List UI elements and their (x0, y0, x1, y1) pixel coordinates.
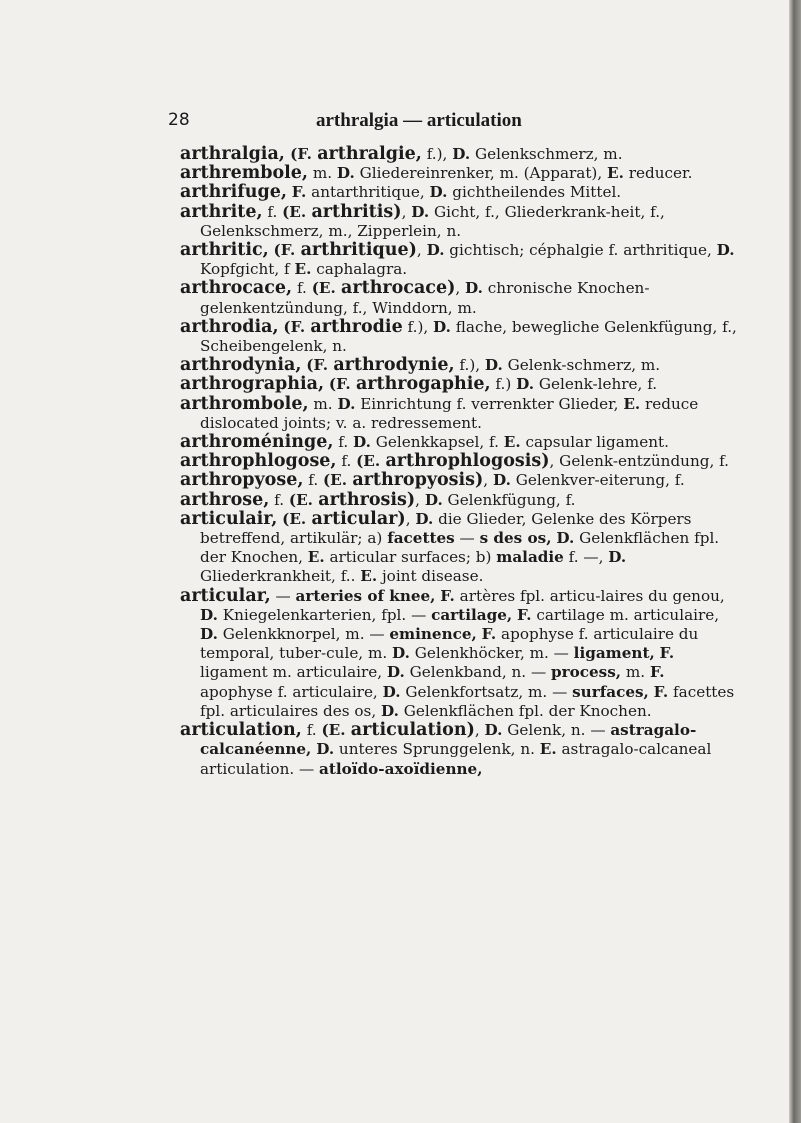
entry-text: cartilage m. articulaire, (531, 605, 720, 624)
entry-text: joint disease. (377, 567, 484, 586)
entry-text: caphalagra. (311, 260, 408, 279)
entry-headword: arthroméninge, (180, 432, 334, 453)
dictionary-entry (180, 721, 740, 779)
entry-label-bold: D. (316, 740, 335, 759)
dictionary-entry (180, 395, 740, 433)
entry-label-bold: D. (556, 529, 575, 548)
dictionary-entry (180, 587, 740, 721)
entry-equivalent-headword: arthritis) (311, 201, 402, 222)
entry-text: Gelenk-lehre, f. (534, 375, 658, 394)
dictionary-entry (180, 452, 740, 471)
entry-equivalent-headword: arthropyosis) (352, 470, 484, 491)
entry-label-bold: F. (481, 625, 497, 644)
entry-text: chronische Knochen-gelenkentzündung, f., Winddorn, m. (200, 279, 650, 317)
entry-label-bold: (E. (321, 721, 351, 740)
page-header (168, 110, 728, 136)
entry-label-bold: D. (336, 164, 355, 183)
entry-text: f. (336, 452, 357, 471)
dictionary-entry (180, 433, 740, 452)
entry-label-bold: F. (291, 183, 307, 202)
entry-equivalent-headword: arthralgie, (317, 144, 422, 164)
entry-label-bold: facettes (387, 529, 455, 548)
entry-label-bold: D. (392, 644, 410, 663)
entry-text: f.), (454, 356, 485, 375)
entry-text: flache, bewegliche Gelenkfügung, f., Scheibengelenk, n. (200, 317, 737, 356)
entry-text: Gelenkfügung, f. (442, 490, 576, 509)
entry-text: f. —, (563, 548, 609, 567)
entry-headword: articular, (180, 585, 271, 606)
page-edge-shadow (789, 0, 801, 1123)
entry-label-bold: D. (429, 183, 448, 202)
entry-text: Gelenkhöcker, m. — (409, 644, 574, 663)
entry-label-bold: atloïdo-axoïdienne, (319, 759, 483, 778)
entry-label-bold: D. (411, 202, 430, 221)
entry-label-bold: cartilage, (431, 605, 513, 624)
entry-equivalent-headword: arthrodie (310, 316, 403, 337)
entry-text: gichtheilendes Mittel. (447, 183, 622, 202)
entry-text: Gelenkschmerz, m. (470, 145, 623, 163)
entry-text: f. (262, 202, 283, 221)
entry-label-bold: (F. (273, 241, 301, 260)
entry-text: f. (303, 471, 323, 490)
entry-text: facettes fpl. articulaires des os, (200, 682, 735, 720)
entry-text: Gicht, f., Gliederkrank-heit, f., Gelenkschmerz, m., Zipperlein, n. (200, 202, 665, 240)
entry-equivalent-headword: arthrophlogosis) (385, 451, 550, 472)
entry-label-bold: F. (653, 682, 669, 701)
entry-label-bold: E. (307, 548, 325, 567)
entry-label-bold: D. (492, 471, 511, 490)
entry-label-bold: D. (465, 279, 483, 298)
entry-text: unteres Sprunggelenk, n. (334, 740, 540, 759)
entry-text: capsular ligament. (520, 433, 669, 452)
entry-label-bold: surfaces, (572, 682, 649, 701)
entry-label-bold: (E. (282, 202, 312, 221)
entry-headword: arthrose, (180, 489, 270, 510)
entry-text: — (270, 586, 296, 605)
entry-label-bold: (F. (306, 356, 334, 375)
entry-text: Einrichtung f. verrenkter Glieder, (355, 394, 624, 413)
entry-text: f.), (421, 145, 453, 163)
entry-headword: arthrographia, (180, 374, 325, 395)
entry-label-bold: F. (659, 644, 675, 663)
entry-label-bold: D. (353, 433, 371, 452)
entry-label-bold: D. (424, 490, 443, 509)
entry-text: Gelenkfortsatz, m. — (400, 682, 573, 701)
entry-text: Kopfgicht, f (200, 260, 295, 279)
entry-equivalent-headword: arthrogaphie, (355, 374, 491, 395)
entry-label-bold: D. (484, 356, 503, 375)
entry-text: reduce dislocated joints; v. a. redressement. (200, 394, 699, 432)
entry-equivalent-headword: arthrocace) (341, 278, 456, 299)
entry-label-bold: E. (503, 433, 521, 452)
entry-label-bold: D. (200, 625, 218, 644)
entry-text: f. (301, 721, 322, 740)
dictionary-entry (180, 491, 740, 510)
running-head: arthralgia — articulation (316, 110, 522, 131)
dictionary-entry (180, 375, 740, 394)
entry-headword: arthritic, (180, 240, 269, 261)
entry-equivalent-headword: articulation) (350, 720, 475, 741)
entry-text: f. (292, 279, 312, 298)
entry-text: Gelenkkapsel, f. (370, 433, 504, 452)
entry-text: , (401, 202, 412, 221)
dictionary-entry (180, 183, 740, 202)
entry-text: Gelenkknorpel, m. — (217, 625, 390, 644)
entry-label-bold: E. (360, 567, 378, 586)
entry-text: Gelenkflächen fpl. der Knochen. (398, 701, 652, 720)
entry-text: Kniegelenkarterien, fpl. — (217, 605, 432, 624)
entry-label-bold: D. (484, 721, 503, 740)
entry-text: apophyse f. articulaire, (200, 682, 383, 701)
dictionary-entry (180, 241, 740, 279)
entry-text: ligament m. articulaire, (200, 663, 387, 682)
entry-label-bold: D. (716, 241, 735, 260)
entry-label-bold: (E. (356, 452, 386, 471)
entry-label-bold: D. (337, 394, 356, 413)
entry-label-bold: (E. (322, 471, 353, 490)
entry-equivalent-headword: articular) (311, 508, 406, 529)
entry-text: Gelenk-schmerz, m. (502, 356, 661, 375)
entry-label-bold: maladie (496, 548, 564, 567)
entry-label-bold: D. (386, 663, 405, 682)
entry-label-bold: D. (426, 241, 445, 260)
entry-label-bold: eminence, (389, 625, 477, 644)
entry-label-bold: (F. (284, 145, 318, 163)
entry-label-bold: F. (649, 663, 665, 682)
entry-text: gichtisch; céphalgie f. arthritique, (444, 241, 717, 260)
entry-label-bold: F. (516, 605, 532, 624)
entry-headword: articulair, (180, 508, 278, 529)
dictionary-entry (180, 164, 740, 183)
entry-label-bold: (F. (283, 317, 311, 336)
entry-headword: arthrodynia, (180, 355, 302, 376)
entry-label-bold: E. (539, 740, 557, 759)
entry-text: , (455, 279, 466, 298)
entry-equivalent-headword: arthrodynie, (333, 355, 455, 376)
entry-headword: arthrembole, (180, 163, 309, 184)
page-number: 28 (168, 110, 190, 130)
entry-equivalent-headword: arthrosis) (318, 489, 416, 510)
entry-label-bold: arteries of knee, (295, 586, 436, 605)
entry-label-bold: D. (415, 509, 434, 528)
entry-text: Gelenk, n. — (502, 721, 611, 740)
entry-label-bold: ligament, (573, 644, 655, 663)
entry-text: antarthritique, (306, 183, 430, 202)
entry-label-bold: process, (550, 663, 622, 682)
entry-label-bold: D. (452, 145, 471, 163)
entry-text: , (416, 241, 427, 260)
entry-headword: arthrocace, (180, 278, 293, 299)
entry-headword: arthrifuge, (180, 182, 287, 203)
entry-text: f. (333, 433, 354, 452)
entry-label-bold: (E. (288, 490, 319, 509)
entry-label-bold: D. (608, 548, 627, 567)
entry-label-bold: (E. (282, 509, 312, 528)
entry-text: m. (621, 663, 650, 682)
entry-text: Gelenkver-eiterung, f. (510, 471, 685, 490)
dictionary-entry (180, 471, 740, 490)
entry-text: Gelenkband, n. — (404, 663, 551, 682)
entry-label-bold: (E. (311, 279, 342, 298)
dictionary-entries (180, 145, 740, 779)
entry-label-bold: D. (380, 701, 399, 720)
entry-text: f. (269, 490, 289, 509)
entry-text: , (405, 509, 416, 528)
entry-label-bold: D. (516, 375, 535, 394)
dictionary-entry (180, 510, 740, 587)
entry-headword: arthrophlogose, (180, 451, 337, 472)
entry-text: Gliederkrankheit, f.. (200, 567, 361, 586)
entry-label-bold: E. (623, 394, 641, 413)
entry-text: — (454, 529, 480, 548)
entry-headword: articulation, (180, 720, 302, 741)
entry-text: , (415, 490, 425, 509)
entry-label-bold: D. (433, 317, 451, 336)
dictionary-entry (180, 203, 740, 241)
entry-headword: arthropyose, (180, 470, 304, 491)
entry-label-bold: s des os, (479, 529, 552, 548)
entry-label-bold: (F. (328, 375, 356, 394)
entry-text: Gelenkflächen fpl. der Knochen, (200, 529, 720, 567)
entry-headword: arthrombole, (180, 393, 309, 414)
entry-label-bold: E. (607, 164, 624, 183)
dictionary-entry (180, 356, 740, 375)
dictionary-entry (180, 145, 740, 164)
entry-headword: arthrodia, (180, 316, 279, 337)
dictionary-entry (180, 318, 740, 356)
entry-text: articular surfaces; b) (324, 548, 497, 567)
entry-text: , Gelenk-entzündung, f. (549, 452, 730, 471)
entry-text: f.), (402, 317, 434, 336)
entry-text: apophyse f. articulaire du temporal, tuber-cule, m. (200, 625, 699, 663)
entry-headword: arthrite, (180, 201, 263, 222)
entry-text: die Glieder, Gelenke des Körpers betreffend, artikulär; a) (200, 509, 692, 548)
entry-text: f.) (490, 375, 517, 394)
entry-label-bold: astragalo-calcanéenne, (200, 721, 697, 759)
entry-label-bold: D. (200, 605, 218, 624)
entry-text: reducer. (623, 164, 693, 183)
entry-text: astragalo-calcaneal articulation. — (200, 740, 712, 778)
entry-label-bold: F. (440, 586, 455, 605)
entry-equivalent-headword: arthritique) (300, 240, 417, 261)
entry-headword: arthralgia, (180, 144, 285, 164)
entry-text: , (474, 721, 485, 740)
entry-label-bold: D. (382, 682, 401, 701)
entry-text: m. (308, 164, 337, 183)
entry-label-bold: E. (294, 260, 312, 279)
entry-text: m. (308, 394, 338, 413)
dictionary-entry (180, 279, 740, 317)
entry-text: artères fpl. articu-laires du genou, (454, 586, 725, 605)
entry-text: Gliedereinrenker, m. (Apparat), (354, 164, 608, 183)
entry-text: , (483, 471, 493, 490)
